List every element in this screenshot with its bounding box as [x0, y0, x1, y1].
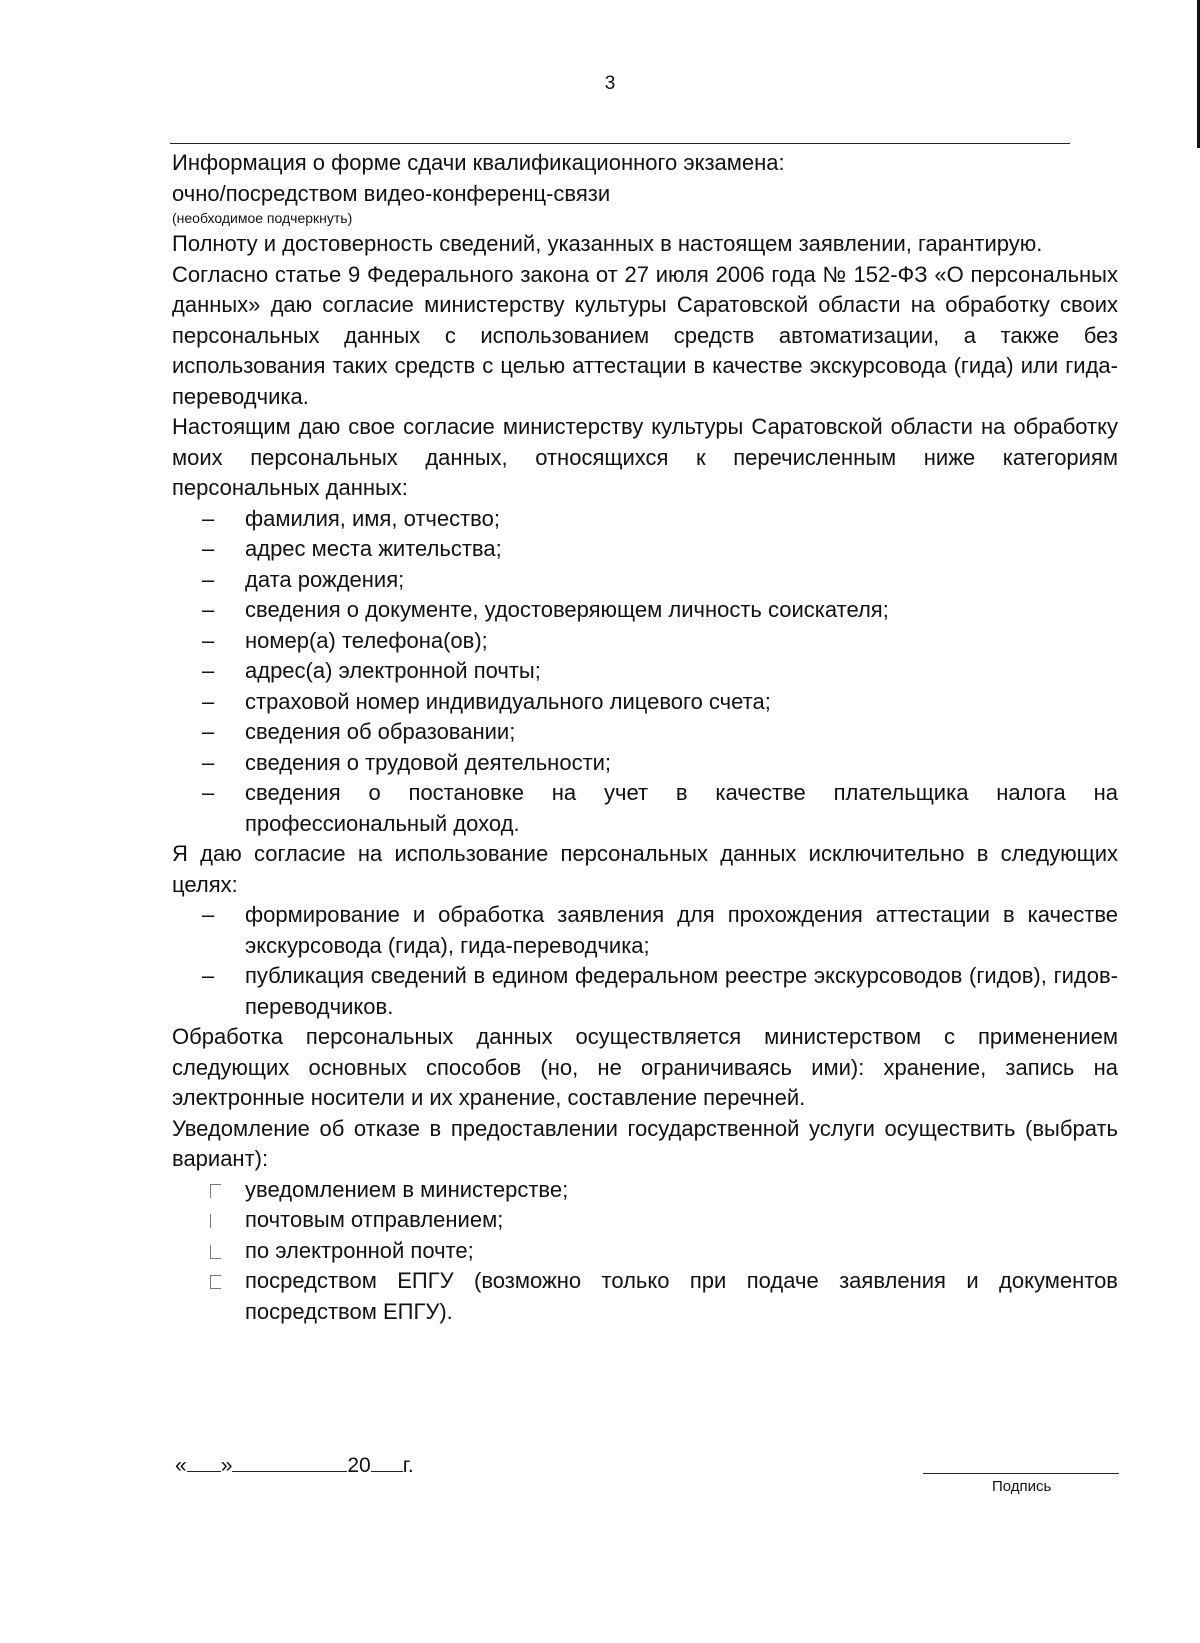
checkbox[interactable]: [210, 1184, 221, 1198]
list-item: – адрес места жительства;: [172, 534, 1118, 565]
year-suffix: г.: [402, 1454, 414, 1477]
open-quote: «: [175, 1454, 187, 1477]
purposes-intro-paragraph: Я даю согласие на использование персональных данных исключительно в следующих целях:: [172, 841, 1118, 897]
list-item: – сведения о трудовой деятельности;: [172, 748, 1118, 779]
dash-marker: –: [202, 505, 215, 531]
dash-marker: –: [202, 566, 215, 592]
signature-line[interactable]: [923, 1473, 1119, 1474]
top-rule: [170, 143, 1070, 144]
consent-categories-paragraph: Настоящим даю свое согласие министерству культуры Саратовской области на обработку моих персональных данных, относящихся к перечисленным ниже категориям персональных данных:: [172, 414, 1118, 500]
purposes-list: [172, 900, 1118, 1022]
dash-marker: –: [202, 597, 215, 622]
refusal-intro-paragraph: Уведомление об отказе в предоставлении государственной услуги осуществить (выбрать вариант):: [172, 1115, 1118, 1171]
list-item: – сведения об образовании;: [172, 717, 1118, 748]
dash-marker: –: [202, 963, 215, 988]
dash-marker: –: [202, 658, 215, 683]
notification-option: посредством ЕПГУ (возможно только при подаче заявления и документов посредством ЕПГУ).: [172, 1266, 1118, 1327]
list-item: – дата рождения;: [172, 565, 1118, 596]
exam-form-note: (необходимое подчеркнуть): [172, 210, 353, 226]
categories-list: [172, 504, 1118, 840]
exam-form-heading: Информация о форме сдачи квалификационного экзамена:: [172, 150, 785, 175]
day-blank[interactable]: [187, 1453, 221, 1472]
notification-options-list: [172, 1175, 1118, 1328]
date-line: [175, 1453, 414, 1478]
dash-marker: –: [202, 902, 215, 927]
checkbox[interactable]: [210, 1275, 221, 1289]
month-blank[interactable]: [232, 1453, 347, 1472]
list-item: – формирование и обработка заявления для прохождения аттестации в качестве экскурсовода (гида), гида-переводчика;: [202, 902, 1118, 958]
dash-marker: –: [202, 536, 215, 561]
year-blank[interactable]: [371, 1453, 403, 1472]
close-quote: »: [220, 1454, 233, 1477]
list-item: – страховой номер индивидуального лицевого счета;: [172, 687, 1118, 718]
list-item: – сведения о документе, удостоверяющем личность соискателя;: [172, 595, 1118, 626]
dash-marker: –: [202, 719, 215, 744]
list-item: – публикация сведений в едином федеральном реестре экскурсоводов (гидов), гидов-переводчиков.: [202, 963, 1118, 1019]
processing-paragraph: Обработка персональных данных осуществляется министерством с применением следующих основных способов (но, не ограничиваясь ими): хранение, запись на электронные носители и их хранение, составление перечней.: [172, 1024, 1118, 1110]
notification-option: по электронной почте;: [172, 1236, 1118, 1267]
dash-marker: –: [202, 688, 215, 714]
dash-marker: –: [202, 780, 215, 805]
list-item: – номер(а) телефона(ов);: [172, 626, 1118, 657]
checkbox[interactable]: [210, 1214, 221, 1228]
list-item: – фамилия, имя, отчество;: [172, 504, 1118, 535]
dash-marker: –: [202, 627, 215, 653]
guarantee-paragraph: Полноту и достоверность сведений, указанных в настоящем заявлении, гарантирую.: [172, 231, 1043, 256]
consent-law-paragraph: Согласно статье 9 Федерального закона от 27 июля 2006 года № 152-ФЗ «О персональных данных» даю согласие министерству культуры Саратовской области на обработку своих персональных данных с использованием средств автоматизации, а также без использования таких средств с целью аттестации в качестве экскурсовода (гида) или гида-переводчика.: [172, 261, 1118, 409]
year-prefix: 20: [347, 1454, 371, 1477]
page-number: 3: [604, 73, 616, 94]
signature-label: Подпись: [992, 1478, 1052, 1495]
checkbox[interactable]: [210, 1245, 221, 1259]
document-body: [172, 148, 1118, 1327]
list-item: – адрес(а) электронной почты;: [172, 656, 1118, 687]
exam-form-options: очно/посредством видео-конференц-связи: [172, 180, 611, 206]
list-item: – сведения о постановке на учет в качестве плательщика налога на профессиональный доход.: [202, 780, 1118, 836]
dash-marker: –: [202, 749, 215, 775]
notification-option: почтовым отправлением;: [172, 1205, 1118, 1236]
notification-option: уведомлением в министерстве;: [172, 1175, 1118, 1206]
